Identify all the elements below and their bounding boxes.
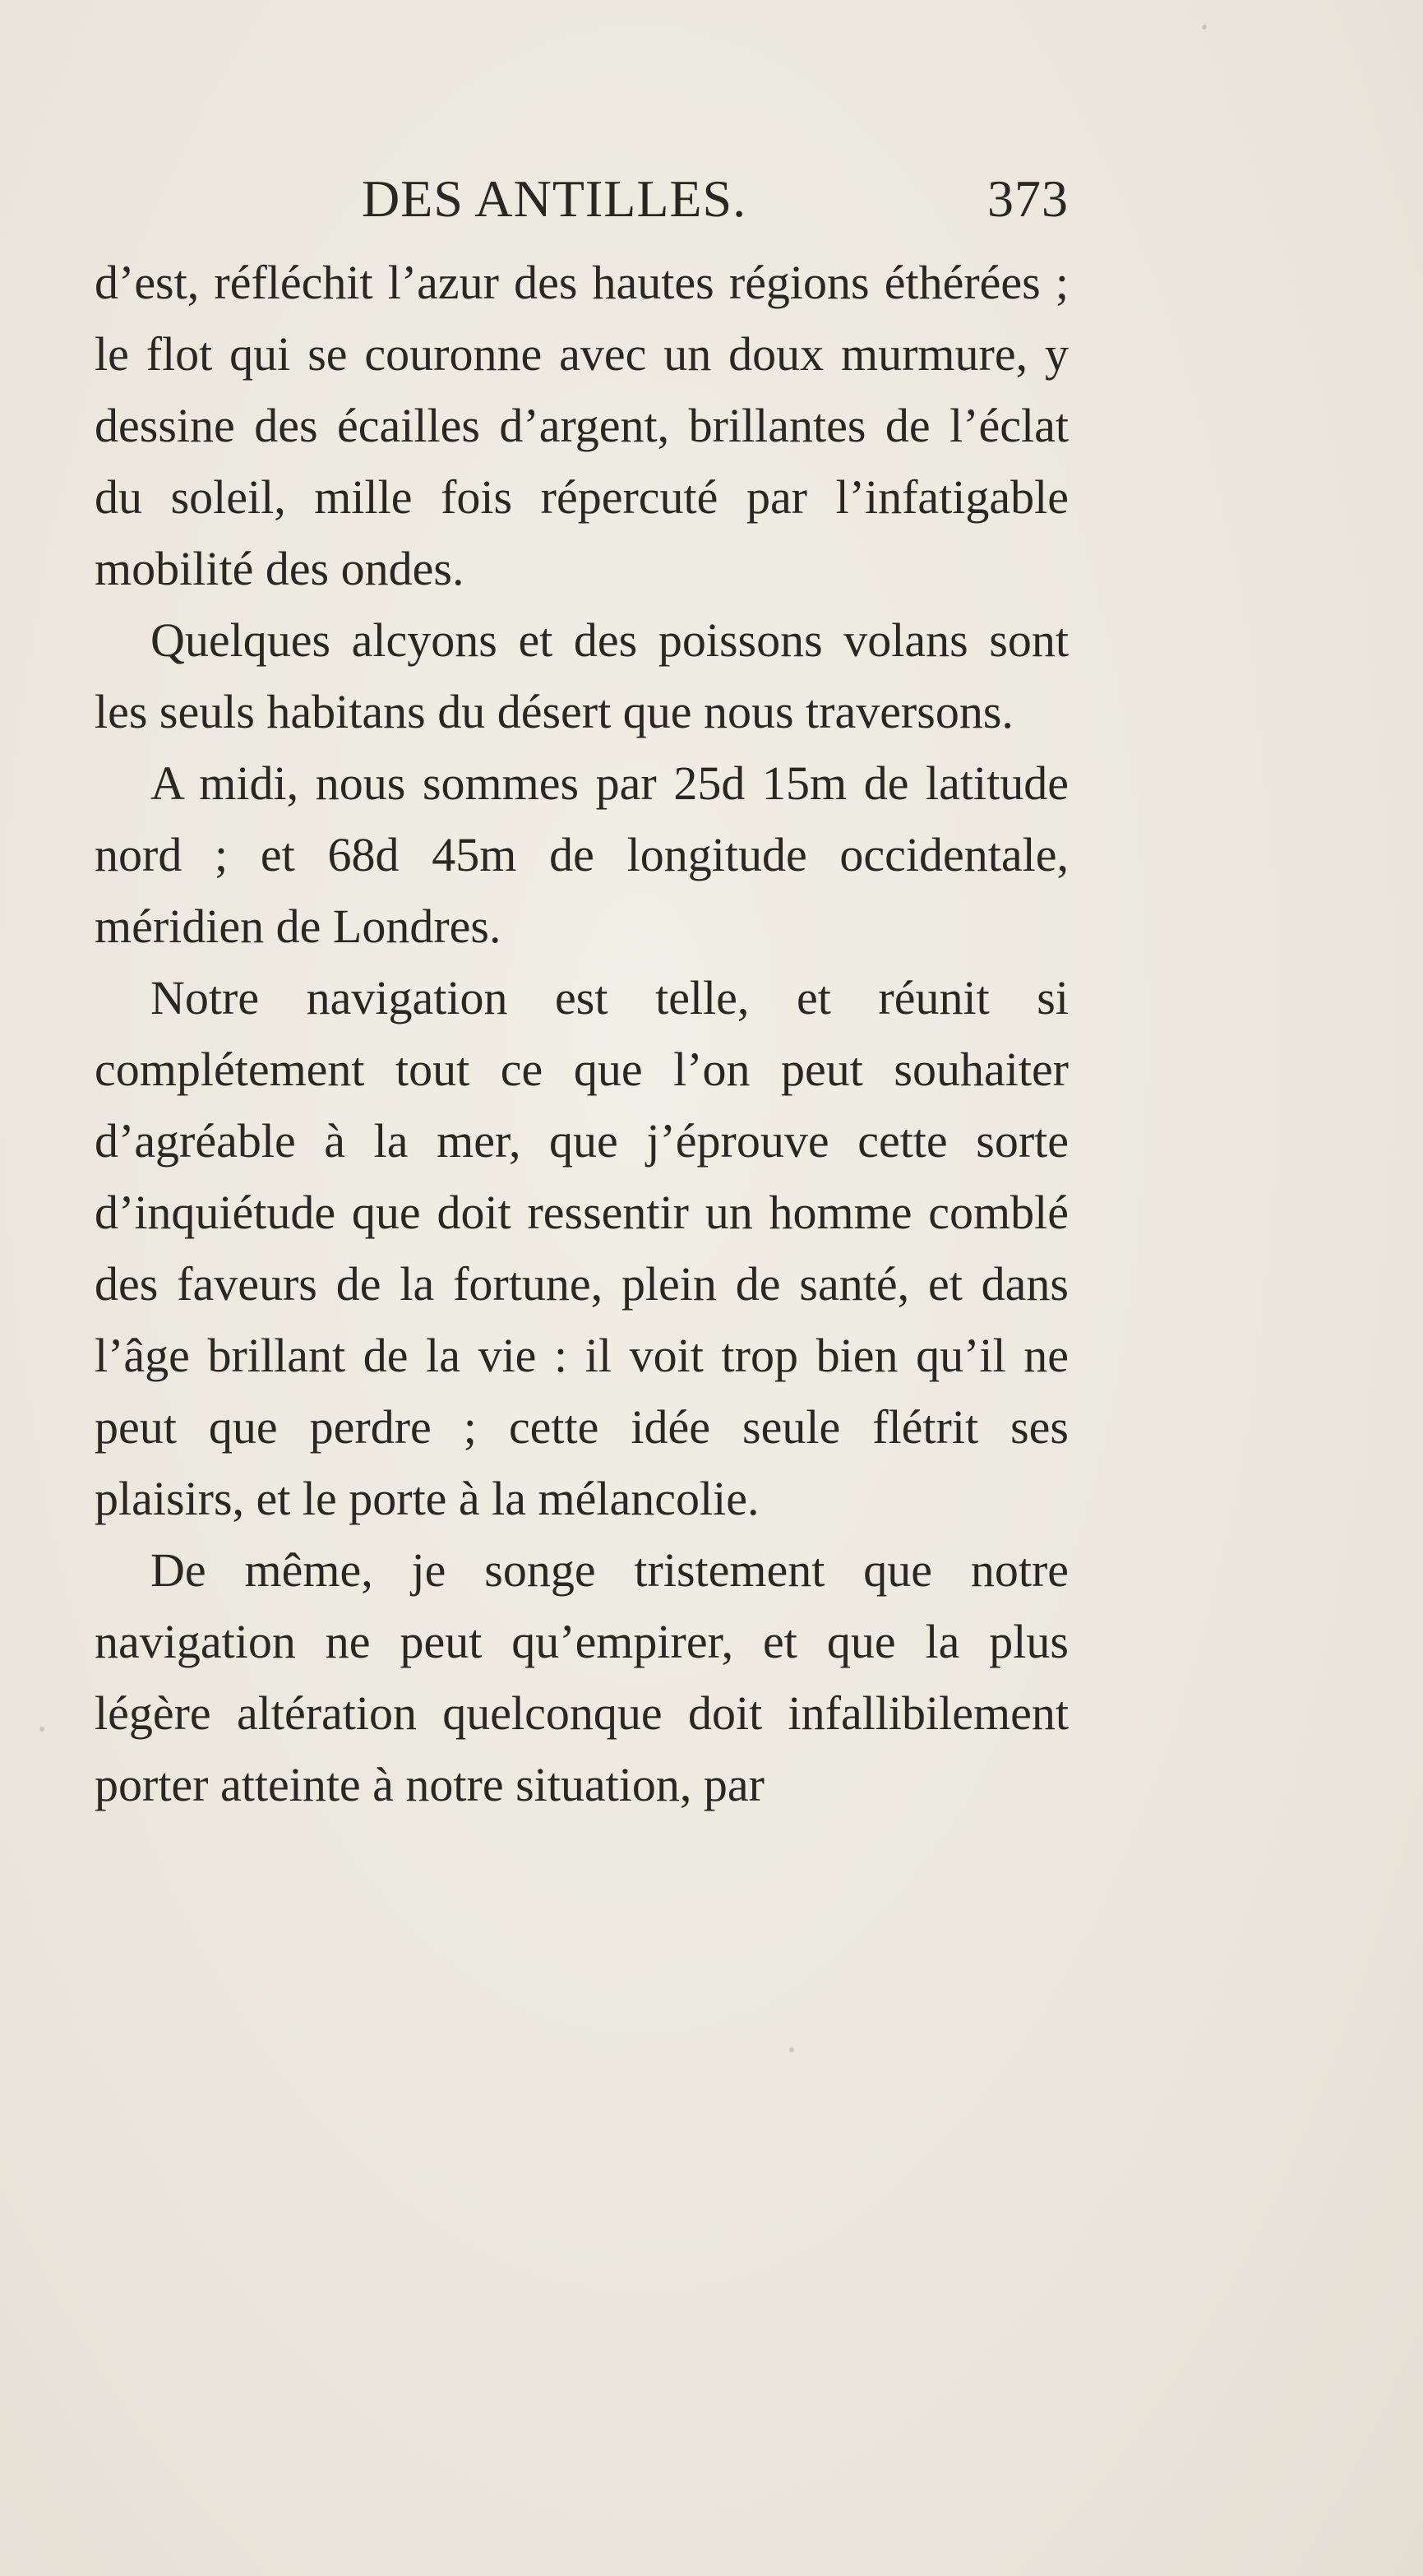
paragraph-de-meme: De même, je songe tristement que notre navigation ne peut qu’empirer, et que la plus légère altération quelconque doit infallibilement porter atteinte à notre situation, par [95, 1543, 1069, 1811]
paper-speck [789, 2047, 794, 2052]
running-title: DES ANTILLES. [362, 169, 747, 228]
body-text [95, 247, 1069, 1820]
paper-speck [39, 1727, 44, 1732]
page-header [362, 169, 1069, 243]
paragraph-continued: d’est, réfléchit l’azur des hautes régions éthérées ; le flot qui se couronne avec un doux murmure, y dessine des écailles d’argent, brillantes de l’éclat du soleil, mille fois répercuté par l’infatigable mobilité des ondes. [95, 256, 1069, 595]
page-number: 373 [987, 169, 1069, 228]
paragraph-navigation: Notre navigation est telle, et réunit si complétement tout ce que l’on peut souhaiter d’agréable à la mer, que j’éprouve cette sorte d’inquiétude que doit ressentir un homme comblé des faveurs de la fortune, plein de santé, et dans l’âge brillant de la vie : il voit trop bien qu’il ne peut que perdre ; cette idée seule flétrit ses plaisirs, et le porte à la mélancolie. [95, 971, 1069, 1525]
paper-speck [1202, 25, 1207, 30]
paragraph-alcyons: Quelques alcyons et des poissons volans sont les seuls habitans du désert que nous traversons. [95, 613, 1069, 738]
paragraph-position: A midi, nous sommes par 25d 15m de latitude nord ; et 68d 45m de longitude occidentale, méridien de Londres. [95, 756, 1069, 953]
